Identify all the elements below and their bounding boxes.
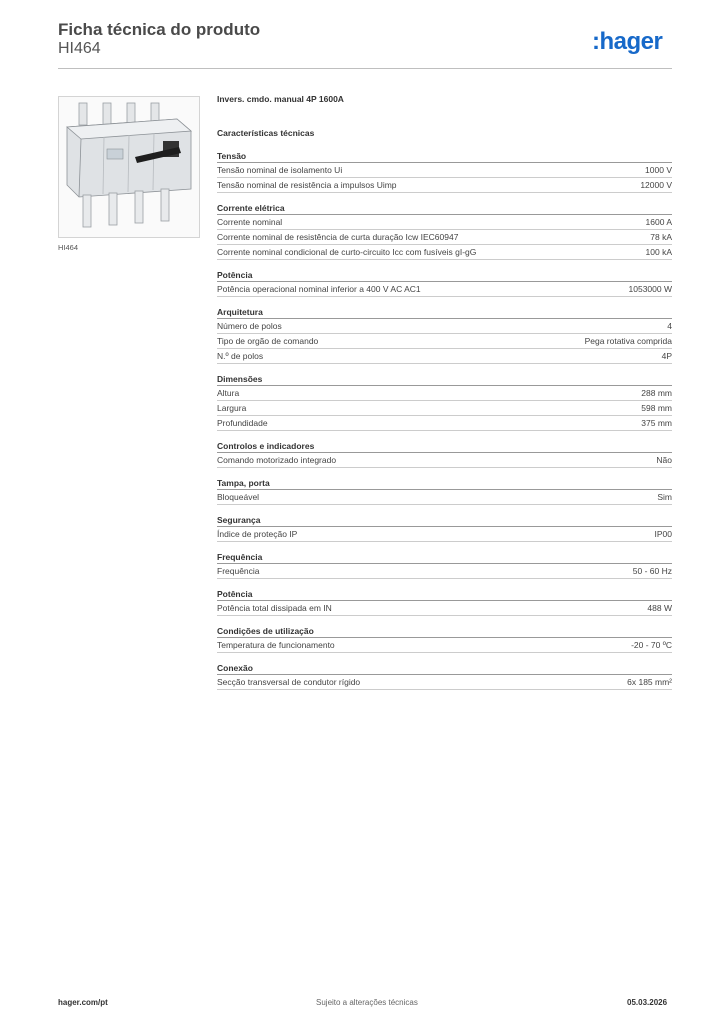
spec-label: Frequência [217,566,260,576]
spec-value: 4P [661,351,672,361]
spec-row [217,282,672,297]
image-caption: HI464 [58,243,79,252]
footer-website: hager.com/pt [58,998,108,1007]
product-image [58,96,200,238]
technical-characteristics-heading: Características técnicas [217,128,315,138]
spec-label: Potência total dissipada em IN [217,603,332,613]
section-title: Tampa, porta [217,477,672,490]
header-divider [58,68,672,69]
spec-row [217,245,672,260]
spec-row [217,215,672,230]
spec-value: 78 kA [650,232,672,242]
spec-section [217,588,672,616]
spec-value: 6x 185 mm² [627,677,672,687]
section-title: Tensão [217,150,672,163]
section-title: Potência [217,269,672,282]
spec-value: 598 mm [641,403,672,413]
spec-row [217,416,672,431]
spec-section [217,202,672,260]
spec-row [217,319,672,334]
spec-label: Corrente nominal de resistência de curta duração Icw IEC60947 [217,232,459,242]
spec-label: Comando motorizado integrado [217,455,337,465]
spec-sections [217,150,672,690]
spec-value: 488 W [647,603,672,613]
switch-disconnector-illustration [59,97,199,237]
footer-note: Sujeito a alterações técnicas [316,998,418,1007]
spec-row [217,334,672,349]
spec-row [217,527,672,542]
spec-label: Número de polos [217,321,282,331]
spec-label: Largura [217,403,247,413]
spec-label: N.º de polos [217,351,264,361]
section-title: Conexão [217,662,672,675]
spec-label: Bloqueável [217,492,260,502]
spec-row [217,675,672,690]
spec-section [217,150,672,193]
section-title: Potência [217,588,672,601]
section-title: Corrente elétrica [217,202,672,215]
spec-value: -20 - 70 ºC [631,640,672,650]
spec-value: 4 [667,321,672,331]
spec-row [217,453,672,468]
spec-value: 100 kA [645,247,672,257]
spec-label: Profundidade [217,418,268,428]
hager-logo: :hager [592,28,663,55]
spec-row [217,230,672,245]
spec-value: 288 mm [641,388,672,398]
spec-value: Sim [657,492,672,502]
spec-content [217,94,672,690]
spec-row [217,564,672,579]
spec-value: 1600 A [645,217,672,227]
spec-row [217,349,672,364]
spec-value: 1053000 W [628,284,672,294]
spec-section [217,625,672,653]
section-title: Segurança [217,514,672,527]
spec-value: Não [656,455,672,465]
spec-row [217,490,672,505]
spec-value: IP00 [654,529,672,539]
spec-label: Secção transversal de condutor rígido [217,677,361,687]
spec-label: Corrente nominal [217,217,283,227]
spec-section [217,514,672,542]
section-title: Frequência [217,551,672,564]
spec-row [217,601,672,616]
spec-label: Tensão nominal de isolamento Ui [217,165,343,175]
spec-section [217,551,672,579]
spec-row [217,386,672,401]
product-code: HI464 [58,40,101,57]
spec-label: Índice de proteção IP [217,529,298,539]
spec-row [217,401,672,416]
spec-value: Pega rotativa comprida [584,336,672,346]
spec-section [217,440,672,468]
spec-section [217,373,672,431]
spec-section [217,477,672,505]
section-title: Controlos e indicadores [217,440,672,453]
spec-label: Potência operacional nominal inferior a 400 V AC AC1 [217,284,421,294]
spec-section [217,269,672,297]
spec-label: Temperatura de funcionamento [217,640,335,650]
spec-label: Corrente nominal condicional de curto-circuito Icc com fusíveis gI-gG [217,247,477,257]
spec-row [217,163,672,178]
spec-label: Tipo de orgão de comando [217,336,319,346]
section-title: Condições de utilização [217,625,672,638]
spec-value: 1000 V [645,165,672,175]
spec-label: Altura [217,388,240,398]
spec-value: 12000 V [640,180,672,190]
spec-section [217,662,672,690]
spec-value: 50 - 60 Hz [632,566,672,576]
product-name: Invers. cmdo. manual 4P 1600A [217,94,344,104]
spec-value: 375 mm [641,418,672,428]
section-title: Dimensões [217,373,672,386]
spec-section [217,306,672,364]
footer-date: 05.03.2026 [627,998,668,1007]
section-title: Arquitetura [217,306,672,319]
spec-label: Tensão nominal de resistência a impulsos Uimp [217,180,397,190]
spec-row [217,638,672,653]
spec-row [217,178,672,193]
page-title: Ficha técnica do produto [58,20,261,39]
